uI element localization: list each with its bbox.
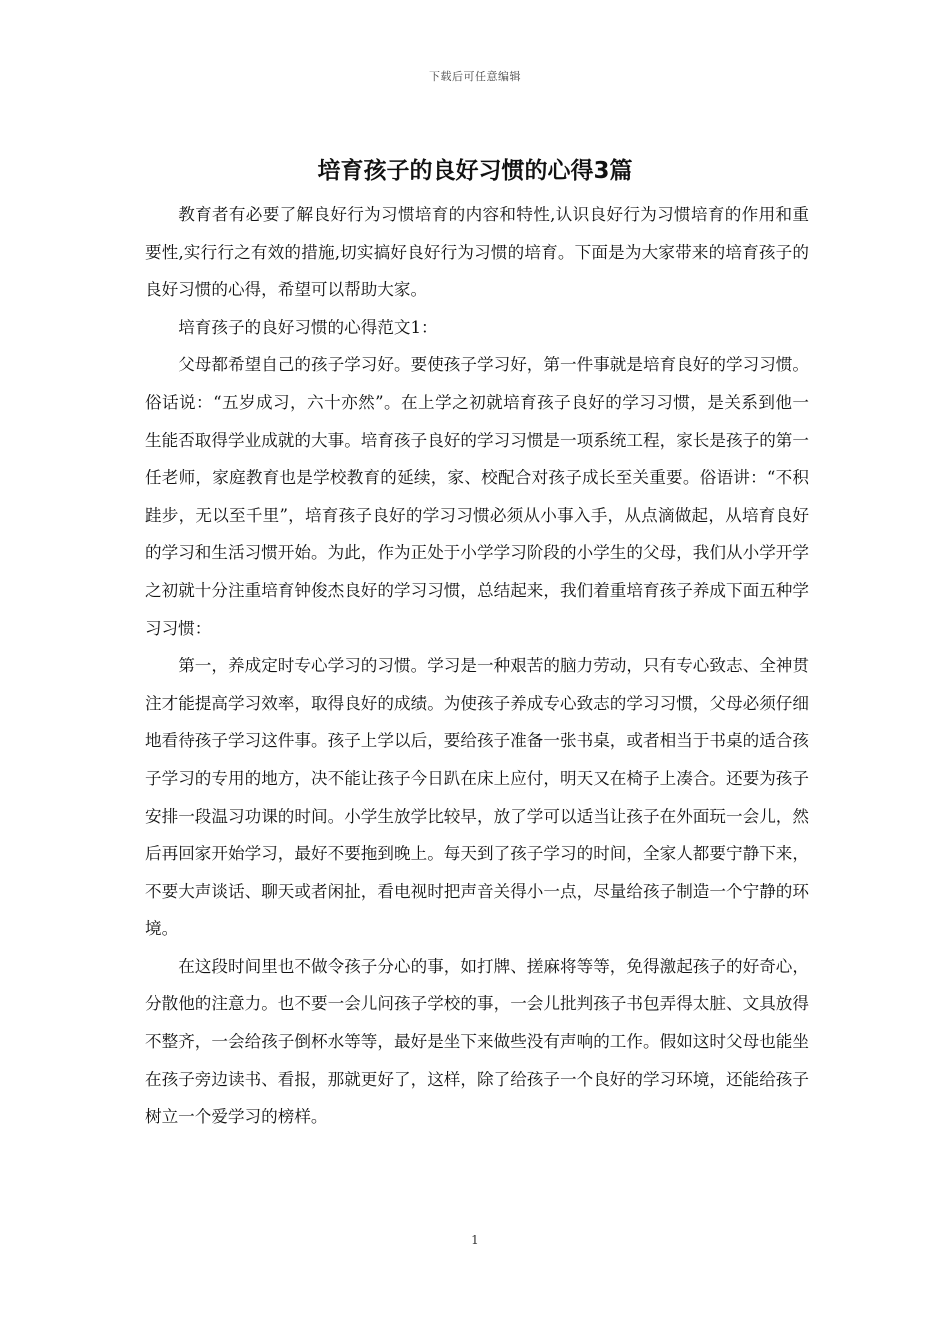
body-paragraph: 父母都希望自己的孩子学习好。要使孩子学习好，第一件事就是培育良好的学习习惯。俗话说：“五岁成习，六十亦然”。在上学之初就培育孩子良好的学习习惯，是关系到他一生能否取得学业成就的大事。培育孩子良好的学习习惯是一项系统工程，家长是孩子的第一任老师，家庭教育也是学校教育的延续，家、校配合对孩子成长至关重要。俗语讲：“不积跬步，无以至千里”，培育孩子良好的学习习惯必须从小事入手，从点滴做起，从培育良好的学习和生活习惯开始。为此，作为正处于小学学习阶段的小学生的父母，我们从小学开学之初就十分注重培育钟俊杰良好的学习习惯，总结起来，我们着重培育孩子养成下面五种学习习惯： [145, 355, 809, 638]
body-paragraph: 在这段时间里也不做令孩子分心的事，如打牌、搓麻将等等，免得激起孩子的好奇心，分散他的注意力。也不要一会儿问孩子学校的事，一会儿批判孩子书包弄得太脏、文具放得不整齐，一会给孩子倒杯水等等，最好是坐下来做些没有声响的工作。假如这时父母也能坐在孩子旁边读书、看报，那就更好了，这样，除了给孩子一个良好的学习环境，还能给孩子树立一个爱学习的榜样。 [145, 956, 809, 1127]
section-heading-paragraph: 培育孩子的良好习惯的心得范文1： [178, 317, 438, 337]
document-body [145, 196, 809, 1136]
body-paragraph: 第一，养成定时专心学习的习惯。学习是一种艰苦的脑力劳动，只有专心致志、全神贯注才能提高学习效率，取得良好的成绩。为使孩子养成专心致志的学习习惯，父母必须仔细地看待孩子学习这件事。孩子上学以后，要给孩子准备一张书桌，或者相当于书桌的适合孩子学习的专用的地方，决不能让孩子今日趴在床上应付，明天又在椅子上凑合。还要为孩子安排一段温习功课的时间。小学生放学比较早，放了学可以适当让孩子在外面玩一会儿，然后再回家开始学习，最好不要拖到晚上。每天到了孩子学习的时间，全家人都要宁静下来，不要大声谈话、聊天或者闲扯，看电视时把声音关得小一点，尽量给孩子制造一个宁静的环境。 [145, 656, 809, 939]
document-title: 培育孩子的良好习惯的心得3篇 [317, 158, 633, 184]
intro-paragraph: 教育者有必要了解良好行为习惯培育的内容和特性,认识良好行为习惯培育的作用和重要性,实行行之有效的措施,切实搞好良好行为习惯的培育。下面是为大家带来的培育孩子的良好习惯的心得，希望可以帮助大家。 [145, 205, 809, 300]
page-header: 下载后可任意编辑 [429, 70, 521, 83]
page-number: 1 [471, 1233, 479, 1247]
